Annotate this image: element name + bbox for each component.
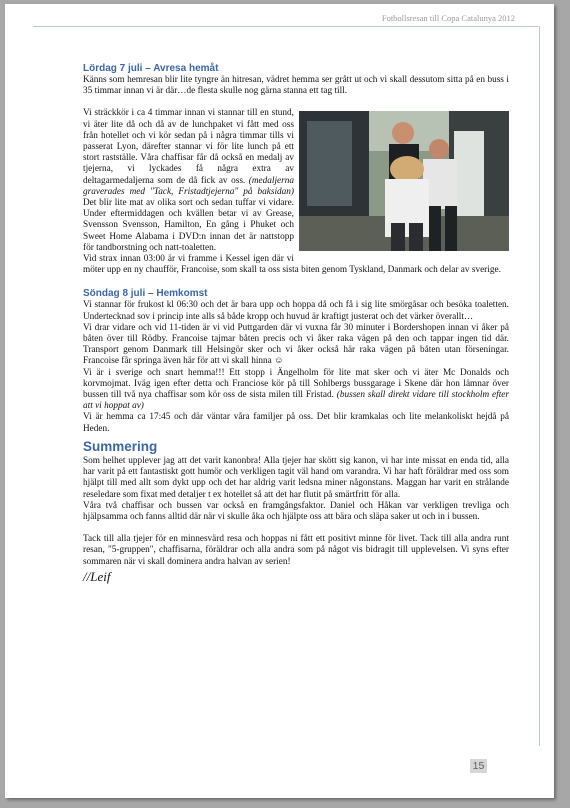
paragraph: Känns som hemresan blir lite tyngre än hitresan, vädret hemma ser grått ut och vi skall dessutom sitta på en buss i 35 timmar innan vi är där…de flesta skulle nog gärna stanna ett tag till.	[83, 75, 509, 97]
section-heading-saturday: Lördag 7 juli – Avresa hemåt	[83, 63, 219, 74]
section-heading-sunday: Söndag 8 juli – Hemkomst	[83, 288, 208, 300]
paragraph: Vid strax innan 03:00 är vi framme i Kessel igen där vi möter upp en ny chaufför, Francoise, som skall ta oss sista biten genom Tyskland, Danmark och delar av sverige.	[83, 254, 501, 276]
team-photo	[299, 111, 509, 251]
page-number: 15	[470, 759, 487, 773]
running-header: Fotbollsresan till Copa Catalunya 2012	[381, 13, 515, 23]
paragraph: Våra två chaffisar och bussen var också en framgångsfaktor. Daniel och Håkan var verkligen trevliga och hjälpsamma och fanns alltid där när vi skulle åka och hjälpte oss att bära och släpa saker ut och in i bussen.	[83, 500, 509, 522]
margin-rule	[539, 26, 540, 746]
paragraph: Vi drar vidare och vid 11-tiden är vi vid Puttgarden där vi vuxna får 30 minuter i Bordershopen innan vi åker på båten över till Rödby. Francoise tajmar båten precis och vi åker raka vägen på den och tappar ingen tid där. Transport genom Danmark till Helsingör sker och vi åker också här raka vägen på båten utan förseningar. Francoise får springa även här för att vi skall hinna ☺	[83, 322, 509, 367]
paragraph-with-photo: Vi sträckkör i ca 4 timmar innan vi stannar till en stund, vi äter lite då och då av de lunchpaket vi fått med oss från hotellet och vi kör sedan på i några timmar tills vi passerat Lyon, därefter stannar vi för lite lunch på ett stort rastställe. Våra chaffisar får då också en medalj av tjejerna, vi lyckades få några extra av deltagarmedaljerna som de då fick av oss. (medaljerna graverades med "Tack, Fristadtjejerna" på baksidan) Det blir lite mat av olika sort och sedan tuffar vi vidare. Under eftermiddagen och kvällen betar vi av Grease, Svensson Svensson, Hamilton, En gång i Phuket och Sweet Home Alabama i DVD:n innan det är nattstopp för tandborstning och natt-toaletten.	[83, 108, 509, 254]
paragraph: Vi är i sverige och snart hemma!!! Ett stopp i Ängelholm för lite mat sker och vi äter Mc Donalds och korvmojmat. Iväg igen efter detta och Franciose kör på till Sohlbergs bussgarage i Skene där hon lämnar över bussen till två nya chaffisar som kör oss de sista milen till Fristad. (bussen skall direkt vidare till stockholm efter att vi hoppat av)	[83, 367, 509, 412]
summary-heading: Summering	[83, 438, 158, 454]
page-body	[83, 62, 509, 582]
paragraph: Som helhet upplever jag att det varit kanonbra! Alla tjejer har skött sig kanon, vi har inte missat en enda tid, alla har varit på ett fantastiskt gott humör och verkligen tagit väl hand om varandra. Vi har haft föräldrar med oss som hjälpt till med allt som dykt upp och det har aldrig varit ledsna miner någonstans. Maggan har varit en strålande reseledare som fixat med detaljer t ex hotellet så att det har flutit på smärtfritt för alla.	[83, 455, 509, 500]
paragraph: Vi är hemma ca 17:45 och där väntar våra familjer på oss. Det blir kramkalas och lite melankoliskt hejdå på Heden.	[83, 412, 509, 434]
paragraph: Vi stannar för frukost kl 06:30 och det är bara upp och hoppa då och få i sig lite smörgåsar och besöka toaletten. Undertecknad sov i princip inte alls så både kropp och huvud är kraftigt justerat och det värker överallt…	[83, 300, 509, 322]
paragraph: Tack till alla tjejer för en minnesvärd resa och hoppas ni fått ett positivt minne för livet. Tack till alla andra runt resan, "5-gruppen", chaffisarna, föräldrar och alla andra som på något vis bidragit till upplevelsen. Vi syns efter sommaren när vi skall dominera andra halvan av serien!	[83, 534, 509, 567]
signature: //Leif	[83, 568, 111, 584]
header-rule	[33, 26, 538, 27]
